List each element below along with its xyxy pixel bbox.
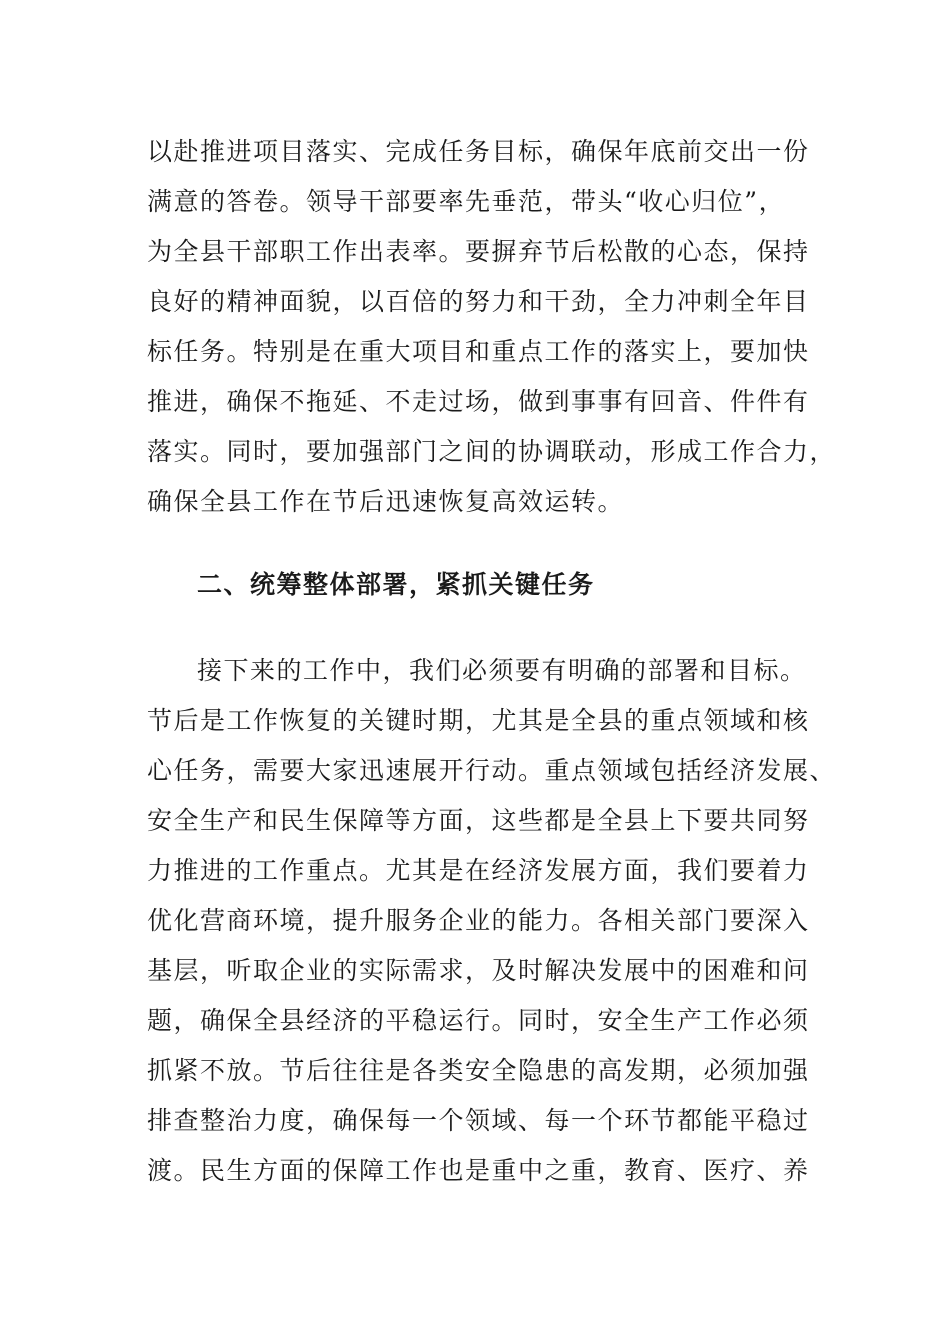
- paragraph-line: 力推进的工作重点。尤其是在经济发展方面，我们要着力: [147, 856, 810, 885]
- paragraph-line: 安全生产和民生保障等方面，这些都是全县上下要共同努: [147, 806, 810, 835]
- paragraph-line: 标任务。特别是在重大项目和重点工作的落实上，要加快: [147, 337, 810, 366]
- paragraph-line: 满意的答卷。领导干部要率先垂范，带头“收心归位”，: [147, 187, 786, 216]
- paragraph-1: [147, 127, 837, 527]
- paragraph-line: 落实。同时，要加强部门之间的协调联动，形成工作合力，: [147, 437, 837, 466]
- paragraph-line: 优化营商环境，提升服务企业的能力。各相关部门要深入: [147, 906, 810, 935]
- paragraph-2: [147, 646, 837, 1196]
- paragraph-line: 以赴推进项目落实、完成任务目标，确保年底前交出一份: [147, 137, 810, 166]
- paragraph-line: 节后是工作恢复的关键时期，尤其是全县的重点领域和核: [147, 706, 810, 735]
- paragraph-line: 抓紧不放。节后往往是各类安全隐患的高发期，必须加强: [147, 1056, 810, 1085]
- paragraph-line: 心任务，需要大家迅速展开行动。重点领域包括经济发展、: [147, 756, 837, 785]
- section-heading: 二、统筹整体部署，紧抓关键任务: [197, 570, 595, 599]
- paragraph-line: 良好的精神面貌，以百倍的努力和干劲，全力冲刺全年目: [147, 287, 810, 316]
- paragraph-line: 基层，听取企业的实际需求，及时解决发展中的困难和问: [147, 956, 810, 985]
- paragraph-line: 接下来的工作中，我们必须要有明确的部署和目标。: [197, 656, 807, 685]
- paragraph-line: 渡。民生方面的保障工作也是重中之重，教育、医疗、养: [147, 1156, 810, 1185]
- paragraph-line: 推进，确保不拖延、不走过场，做到事事有回音、件件有: [147, 387, 810, 416]
- paragraph-line: 为全县干部职工作出表率。要摒弃节后松散的心态，保持: [147, 237, 810, 266]
- paragraph-line: 题，确保全县经济的平稳运行。同时，安全生产工作必须: [147, 1006, 810, 1035]
- paragraph-line: 排查整治力度，确保每一个领域、每一个环节都能平稳过: [147, 1106, 810, 1135]
- paragraph-line: 确保全县工作在节后迅速恢复高效运转。: [147, 487, 625, 516]
